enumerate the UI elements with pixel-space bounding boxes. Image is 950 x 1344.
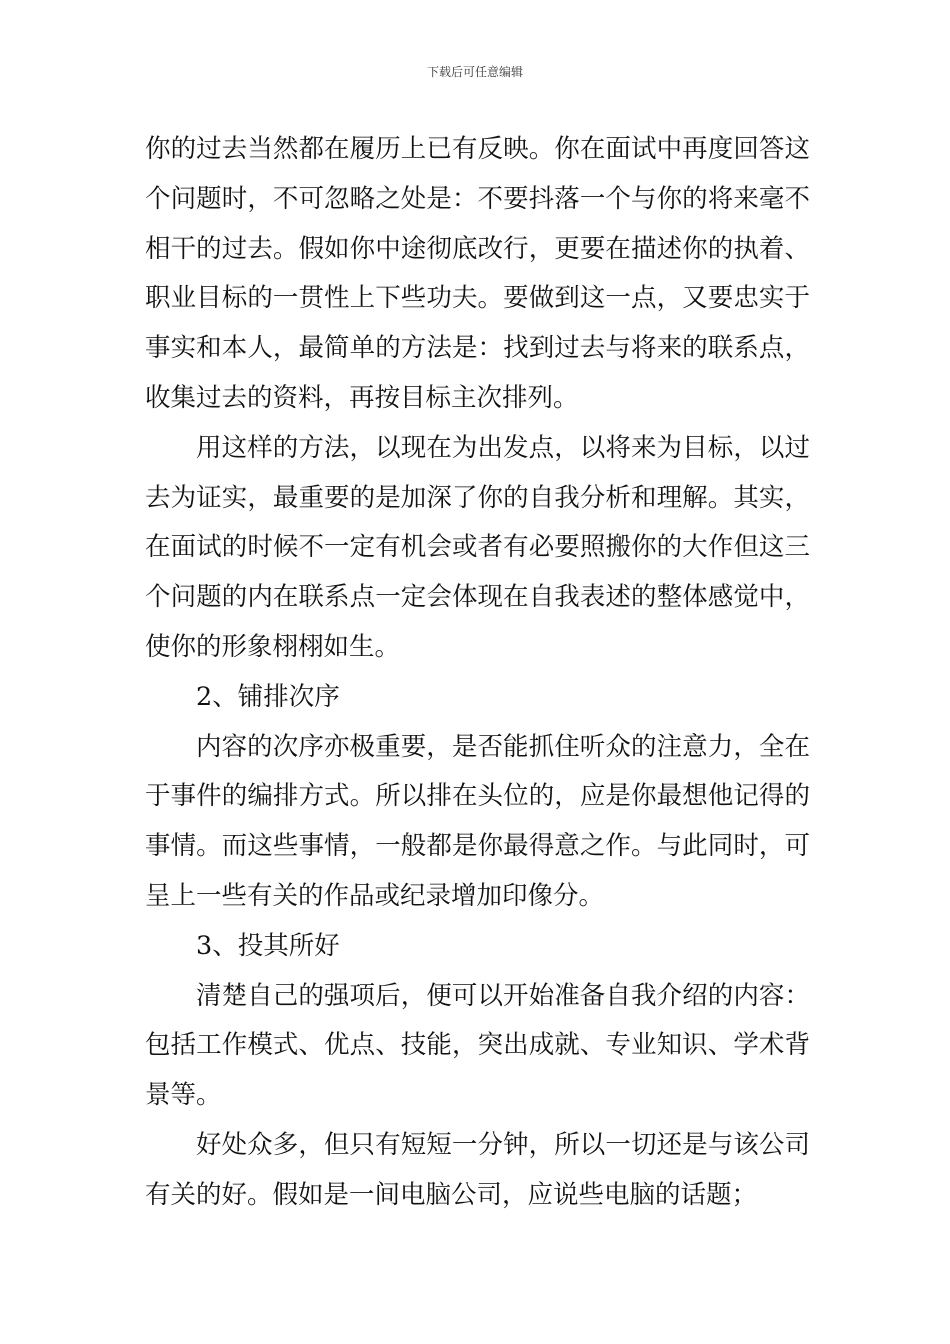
paragraph-company-relevance: 好处众多，但只有短短一分钟，所以一切还是与该公司有关的好。假如是一间电脑公司，应说些电脑的话题； xyxy=(145,1129,810,1210)
document-body xyxy=(145,125,810,1221)
section-heading-preference: 3、投其所好 xyxy=(196,930,340,961)
section-heading-order: 2、铺排次序 xyxy=(196,681,340,712)
paragraph-order: 内容的次序亦极重要，是否能抓住听众的注意力，全在于事件的编排方式。所以排在头位的，应是你最想他记得的事情。而这些事情，一般都是你最得意之作。与此同时，可呈上一些有关的作品或纪录增加印像分。 xyxy=(145,731,810,911)
paragraph-strengths: 清楚自己的强项后，便可以开始准备自我介绍的内容：包括工作模式、优点、技能，突出成就、专业知识、学术背景等。 xyxy=(145,980,810,1111)
paragraph-past-experience: 你的过去当然都在履历上已有反映。你在面试中再度回答这个问题时，不可忽略之处是：不要抖落一个与你的将来毫不相干的过去。假如你中途彻底改行，更要在描述你的执着、职业目标的一贯性上下些功夫。要做到这一点，又要忠实于事实和本人，最简单的方法是：找到过去与将来的联系点，收集过去的资料，再按目标主次排列。 xyxy=(145,134,810,413)
page-header: 下载后可任意编辑 xyxy=(426,65,523,79)
paragraph-method: 用这样的方法，以现在为出发点，以将来为目标，以过去为证实，最重要的是加深了你的自我分析和理解。其实，在面试的时候不一定有机会或者有必要照搬你的大作但这三个问题的内在联系点一定会体现在自我表述的整体感觉中，使你的形象栩栩如生。 xyxy=(145,432,810,662)
